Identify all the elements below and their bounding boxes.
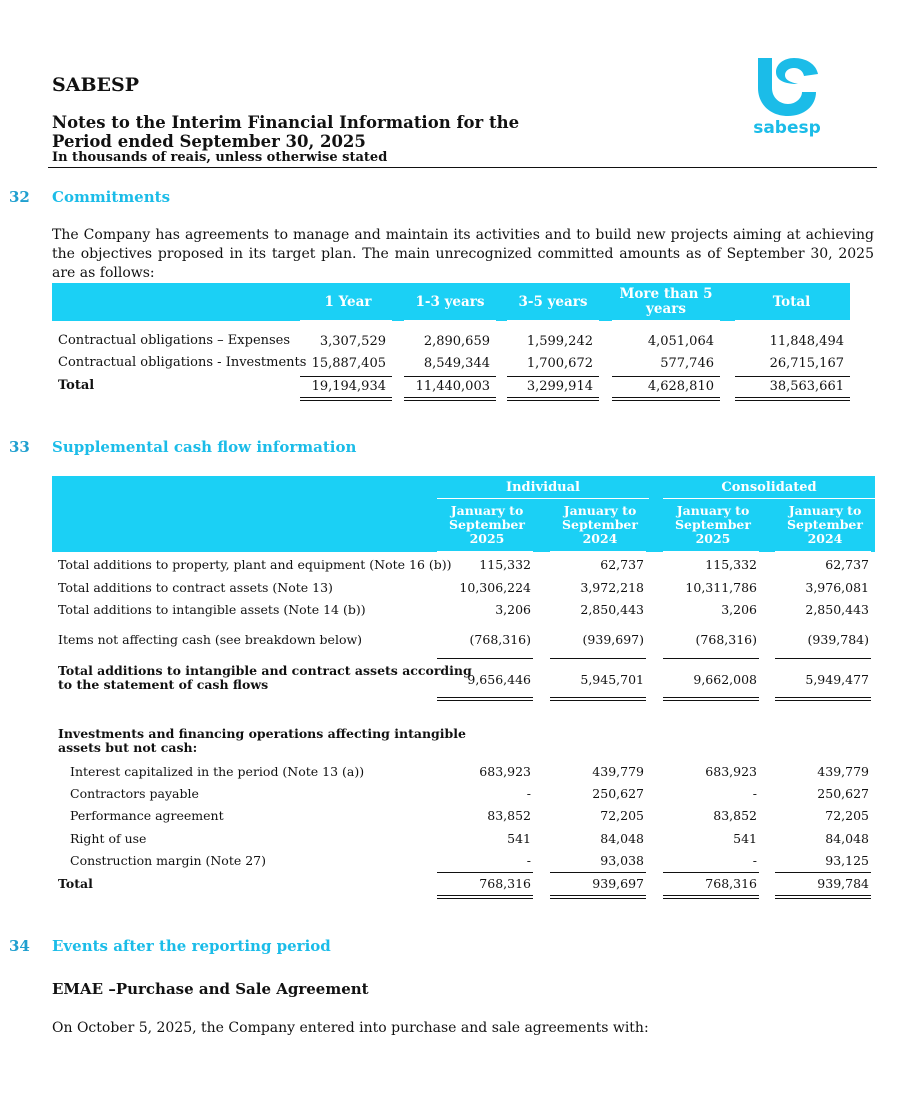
section-32-title: Commitments bbox=[52, 188, 171, 206]
column-header-line: 2024 bbox=[582, 531, 618, 546]
subtotal-rule bbox=[775, 872, 871, 873]
table-cell: 2,850,443 bbox=[805, 602, 869, 617]
subtotal-rule bbox=[507, 376, 599, 377]
row-label: Contractual obligations - Investments bbox=[58, 355, 307, 370]
table-cell: 4,051,064 bbox=[647, 334, 714, 349]
document-title bbox=[52, 113, 519, 151]
subtotal-rule bbox=[550, 872, 646, 873]
group-header-individual: Individual bbox=[506, 480, 580, 495]
total-additions-label-line: Total additions to intangible and contract assets according bbox=[58, 663, 472, 678]
col-header-total: Total bbox=[772, 293, 811, 310]
header-divider bbox=[48, 167, 877, 168]
column-header-line: 2024 bbox=[807, 531, 843, 546]
table-cell: 939,697 bbox=[592, 876, 644, 891]
row-label: Right of use bbox=[70, 831, 147, 846]
double-rule bbox=[550, 700, 646, 701]
double-rule bbox=[404, 400, 496, 401]
double-rule bbox=[735, 397, 850, 398]
row-label: Total additions to contract assets (Note 13) bbox=[58, 580, 333, 595]
subtotal-rule bbox=[404, 376, 496, 377]
table-cell: 2,850,443 bbox=[580, 602, 644, 617]
table-cell: 3,206 bbox=[495, 602, 531, 617]
table-cell: 3,307,529 bbox=[319, 334, 386, 349]
double-rule bbox=[775, 895, 871, 896]
row-label: Items not affecting cash (see breakdown below) bbox=[58, 632, 363, 647]
group-header-consolidated: Consolidated bbox=[721, 480, 817, 495]
column-header-line: September bbox=[787, 517, 863, 532]
col-divider bbox=[404, 320, 496, 322]
row-label: Performance agreement bbox=[70, 808, 224, 823]
section-34-number: 34 bbox=[9, 937, 30, 955]
table-cell: 84,048 bbox=[825, 831, 869, 846]
company-name: SABESP bbox=[52, 74, 140, 96]
table-cell: 11,440,003 bbox=[415, 379, 490, 394]
table-cell: 115,332 bbox=[479, 557, 531, 572]
double-rule bbox=[550, 697, 646, 698]
double-rule bbox=[550, 895, 646, 896]
col-header-1-year: 1 Year bbox=[324, 293, 372, 310]
double-rule bbox=[507, 400, 599, 401]
table-cell: 10,306,224 bbox=[459, 580, 531, 595]
table-cell: 541 bbox=[733, 831, 757, 846]
table-cell: 1,599,242 bbox=[526, 334, 593, 349]
document-subtitle: In thousands of reais, unless otherwise stated bbox=[52, 150, 388, 165]
column-divider bbox=[663, 551, 759, 553]
double-rule bbox=[437, 700, 533, 701]
col-divider bbox=[300, 320, 392, 322]
subtotal-rule bbox=[735, 376, 850, 377]
section-32-number: 32 bbox=[9, 188, 30, 206]
table-cell: 93,125 bbox=[825, 853, 869, 868]
double-rule bbox=[550, 898, 646, 899]
table-cell: 115,332 bbox=[705, 557, 757, 572]
column-header-line: January to bbox=[450, 503, 524, 518]
double-rule bbox=[735, 400, 850, 401]
table-cell: - bbox=[526, 853, 531, 868]
table-cell: 10,311,786 bbox=[685, 580, 757, 595]
table-cell: 83,852 bbox=[713, 808, 757, 823]
table-cell: 11,848,494 bbox=[769, 334, 844, 349]
table-cell: 250,627 bbox=[817, 786, 869, 801]
sabesp-logo bbox=[752, 54, 822, 138]
double-rule bbox=[612, 400, 720, 401]
table-cell: 683,923 bbox=[705, 764, 757, 779]
table-cell: 84,048 bbox=[600, 831, 644, 846]
row-label: Contractors payable bbox=[70, 786, 199, 801]
table-cell: 939,784 bbox=[817, 876, 869, 891]
double-rule bbox=[663, 895, 759, 896]
table-cell: 1,700,672 bbox=[526, 356, 593, 371]
table-cell: 683,923 bbox=[479, 764, 531, 779]
section-34-paragraph: On October 5, 2025, the Company entered into purchase and sale agreements with: bbox=[52, 1020, 649, 1036]
column-header-line: September bbox=[562, 517, 638, 532]
table-cell: (939,784) bbox=[807, 632, 869, 647]
document-title-line1: Notes to the Interim Financial Information for the bbox=[52, 113, 520, 132]
column-divider bbox=[775, 551, 871, 553]
col-divider bbox=[507, 320, 599, 322]
section-33-title: Supplemental cash flow information bbox=[52, 438, 357, 456]
table-cell: 541 bbox=[507, 831, 531, 846]
column-header-line: 2025 bbox=[695, 531, 731, 546]
subtotal-rule bbox=[437, 658, 533, 659]
section-32-paragraph: The Company has agreements to manage and maintain its activities and to build new projects aiming at achieving the objectives proposed in its target plan. The main unrecognized committed amounts as of September 30, 2025 are as follows: bbox=[52, 227, 874, 281]
table-cell: 62,737 bbox=[600, 557, 644, 572]
double-rule bbox=[300, 397, 392, 398]
double-rule bbox=[775, 697, 871, 698]
subtotal-rule bbox=[775, 658, 871, 659]
total-additions-label bbox=[58, 664, 472, 692]
double-rule bbox=[300, 400, 392, 401]
table-cell: (768,316) bbox=[469, 632, 531, 647]
table-cell: 3,206 bbox=[721, 602, 757, 617]
table-cell: 62,737 bbox=[825, 557, 869, 572]
section-34-subheading: EMAE –Purchase and Sale Agreement bbox=[52, 980, 369, 998]
column-header-line: September bbox=[449, 517, 525, 532]
table-cell: 26,715,167 bbox=[769, 356, 844, 371]
column-header bbox=[550, 504, 650, 546]
section-33-number: 33 bbox=[9, 438, 30, 456]
table-cell: 3,976,081 bbox=[805, 580, 869, 595]
col-header-more-than-5-years: More than 5 years bbox=[619, 286, 713, 317]
table-cell: 19,194,934 bbox=[311, 379, 386, 394]
double-rule bbox=[775, 700, 871, 701]
subtotal-rule bbox=[612, 376, 720, 377]
double-rule bbox=[663, 697, 759, 698]
document-title-line2: Period ended September 30, 2025 bbox=[52, 132, 366, 151]
table-cell: 38,563,661 bbox=[769, 379, 844, 394]
double-rule bbox=[507, 397, 599, 398]
table-cell: 3,972,218 bbox=[580, 580, 644, 595]
column-divider bbox=[437, 551, 533, 553]
row-label: Interest capitalized in the period (Note 13 (a)) bbox=[70, 764, 365, 779]
col-divider bbox=[612, 320, 720, 322]
table-cell: 2,890,659 bbox=[423, 334, 490, 349]
table-cell: 4,628,810 bbox=[647, 379, 714, 394]
table-cell: 9,662,008 bbox=[693, 672, 757, 687]
table-cell: - bbox=[526, 786, 531, 801]
column-header bbox=[663, 504, 763, 546]
investments-heading-line: assets but not cash: bbox=[58, 740, 198, 755]
column-divider bbox=[550, 551, 646, 553]
total-row-label: Total bbox=[58, 876, 93, 891]
column-header bbox=[775, 504, 875, 546]
total-additions-label-line: to the statement of cash flows bbox=[58, 677, 269, 692]
table-cell: - bbox=[752, 786, 757, 801]
table-cell: 83,852 bbox=[487, 808, 531, 823]
double-rule bbox=[404, 397, 496, 398]
table-cell: 93,038 bbox=[600, 853, 644, 868]
double-rule bbox=[437, 697, 533, 698]
column-header-line: January to bbox=[563, 503, 637, 518]
group-divider bbox=[663, 498, 875, 499]
table-cell: 439,779 bbox=[592, 764, 644, 779]
investments-heading bbox=[58, 727, 466, 755]
total-row-label: Total bbox=[58, 378, 95, 393]
sabesp-logo-text: sabesp bbox=[753, 118, 821, 138]
table-cell: 768,316 bbox=[479, 876, 531, 891]
subtotal-rule bbox=[300, 376, 392, 377]
table-cell: (939,697) bbox=[582, 632, 644, 647]
table-cell: 9,656,446 bbox=[467, 672, 531, 687]
subtotal-rule bbox=[550, 658, 646, 659]
table-cell: 439,779 bbox=[817, 764, 869, 779]
double-rule bbox=[663, 898, 759, 899]
group-divider bbox=[437, 498, 649, 499]
table-cell: 5,949,477 bbox=[805, 672, 869, 687]
table-cell: 72,205 bbox=[825, 808, 869, 823]
row-label: Contractual obligations – Expenses bbox=[58, 333, 291, 348]
column-header bbox=[437, 504, 537, 546]
investments-heading-line: Investments and financing operations affecting intangible bbox=[58, 726, 466, 741]
column-header-line: January to bbox=[676, 503, 750, 518]
table-cell: 5,945,701 bbox=[580, 672, 644, 687]
row-label: Total additions to property, plant and equipment (Note 16 (b)) bbox=[58, 557, 452, 572]
table-cell: 577,746 bbox=[660, 356, 714, 371]
row-label: Construction margin (Note 27) bbox=[70, 853, 266, 868]
double-rule bbox=[775, 898, 871, 899]
double-rule bbox=[663, 700, 759, 701]
double-rule bbox=[437, 895, 533, 896]
section-34-title: Events after the reporting period bbox=[52, 937, 331, 955]
table-cell: 768,316 bbox=[705, 876, 757, 891]
subtotal-rule bbox=[663, 872, 759, 873]
row-label: Total additions to intangible assets (Note 14 (b)) bbox=[58, 602, 366, 617]
double-rule bbox=[437, 898, 533, 899]
column-header-line: 2025 bbox=[469, 531, 505, 546]
table-cell: 15,887,405 bbox=[311, 356, 386, 371]
table-cell: - bbox=[752, 853, 757, 868]
double-rule bbox=[612, 397, 720, 398]
column-header-line: September bbox=[675, 517, 751, 532]
col-divider bbox=[735, 320, 850, 322]
col-header-3-5-years: 3-5 years bbox=[518, 293, 588, 310]
subtotal-rule bbox=[663, 658, 759, 659]
table-cell: 8,549,344 bbox=[423, 356, 490, 371]
table-cell: 3,299,914 bbox=[526, 379, 593, 394]
table-cell: (768,316) bbox=[695, 632, 757, 647]
col-header-1-3-years: 1-3 years bbox=[415, 293, 485, 310]
column-header-line: January to bbox=[788, 503, 862, 518]
table-cell: 72,205 bbox=[600, 808, 644, 823]
table-cell: 250,627 bbox=[592, 786, 644, 801]
subtotal-rule bbox=[437, 872, 533, 873]
sabesp-logo-icon bbox=[754, 54, 820, 116]
